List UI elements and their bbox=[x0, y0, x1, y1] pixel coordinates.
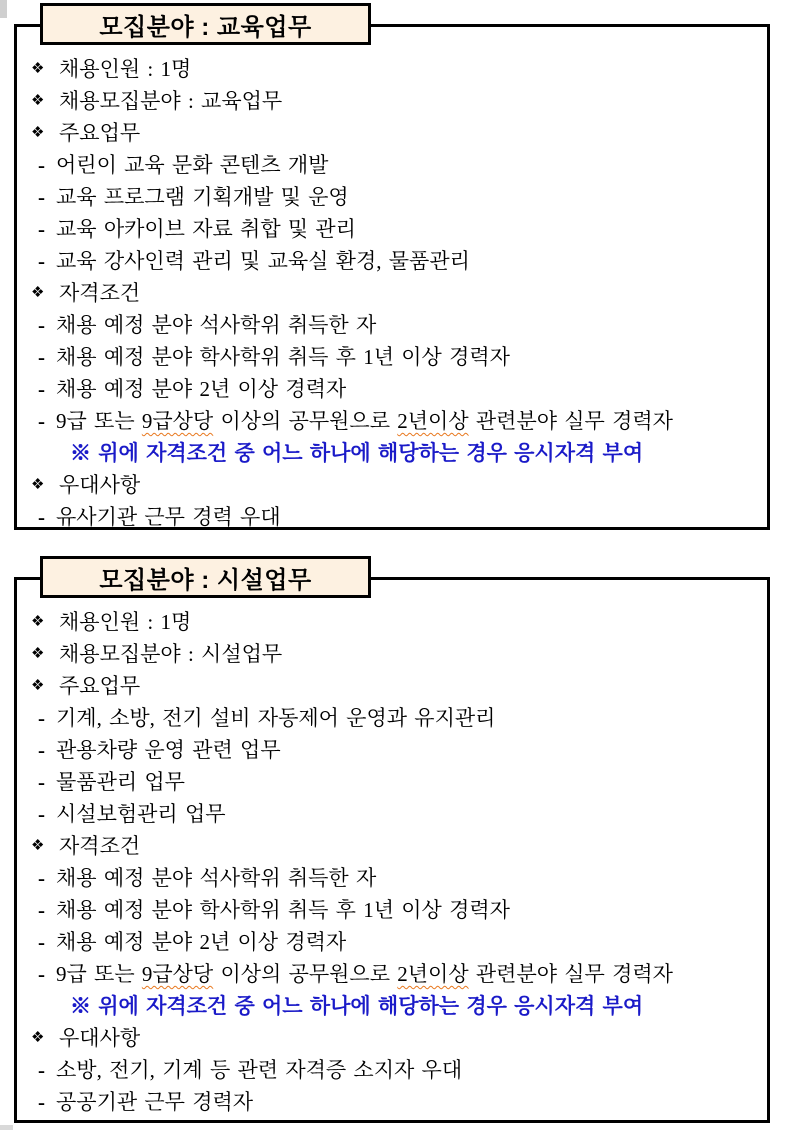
diamond-bullet-icon: ❖ bbox=[31, 838, 45, 854]
diamond-bullet-icon: ❖ bbox=[31, 477, 45, 493]
dash-bullet-icon: - bbox=[38, 153, 45, 177]
sub-list-item bbox=[31, 894, 761, 926]
dash-bullet-icon: - bbox=[38, 1058, 45, 1082]
misspelled-word: 9급상당 bbox=[141, 962, 214, 986]
item-text: 자격조건 bbox=[59, 834, 141, 858]
diamond-bullet-icon: ❖ bbox=[31, 93, 45, 109]
item-text: 우대사항 bbox=[59, 473, 141, 497]
item-text: 채용 예정 분야 2년 이상 경력자 bbox=[56, 377, 347, 401]
text-segment: 관련분야 실무 경력자 bbox=[468, 962, 673, 986]
misspelled-word: 2년이상 bbox=[397, 409, 469, 433]
item-text: 채용모집분야 : 교육업무 bbox=[59, 89, 283, 113]
sub-list-item bbox=[31, 181, 761, 213]
item-text: 교육 강사인력 관리 및 교육실 환경, 물품관리 bbox=[56, 249, 470, 273]
section-body bbox=[17, 580, 767, 1118]
item-text: 시설보험관리 업무 bbox=[56, 802, 226, 826]
sub-list-item bbox=[31, 926, 761, 958]
diamond-bullet-icon: ❖ bbox=[31, 646, 45, 662]
item-text: 채용 예정 분야 석사학위 취득한 자 bbox=[56, 866, 377, 890]
list-item bbox=[31, 469, 761, 501]
qualification-note bbox=[31, 437, 761, 469]
sub-list-item bbox=[31, 958, 761, 990]
diamond-bullet-icon: ❖ bbox=[31, 285, 45, 301]
item-text: 교육 아카이브 자료 취합 및 관리 bbox=[56, 217, 356, 241]
section-title: 모집분야 : 교육업무 bbox=[99, 13, 312, 41]
dash-bullet-icon: - bbox=[38, 249, 45, 273]
sub-list-item bbox=[31, 341, 761, 373]
sub-list-item bbox=[31, 149, 761, 181]
dash-bullet-icon: - bbox=[38, 706, 45, 730]
diamond-bullet-icon: ❖ bbox=[31, 678, 45, 694]
item-text: 교육 프로그램 기획개발 및 운영 bbox=[56, 185, 349, 209]
recruitment-section bbox=[14, 566, 770, 1123]
dash-bullet-icon: - bbox=[38, 1090, 45, 1114]
item-text: 자격조건 bbox=[59, 281, 141, 305]
dash-bullet-icon: - bbox=[38, 505, 45, 529]
item-text: 주요업무 bbox=[59, 674, 141, 698]
sub-list-item bbox=[31, 1054, 761, 1086]
dash-bullet-icon: - bbox=[38, 409, 45, 433]
dash-bullet-icon: - bbox=[38, 377, 45, 401]
item-text: 채용 예정 분야 학사학위 취득 후 1년 이상 경력자 bbox=[56, 345, 510, 369]
item-text: 기계, 소방, 전기 설비 자동제어 운영과 유지관리 bbox=[56, 706, 496, 730]
item-text: 우대사항 bbox=[59, 1026, 141, 1050]
list-item bbox=[31, 638, 761, 670]
text-segment: 관련분야 실무 경력자 bbox=[468, 409, 673, 433]
item-text bbox=[56, 958, 673, 990]
text-segment: 이상의 공무원으로 bbox=[213, 409, 398, 433]
misspelled-word: 9급상당 bbox=[141, 409, 214, 433]
item-text: 관용차량 운영 관련 업무 bbox=[56, 738, 281, 762]
sub-list-item bbox=[31, 702, 761, 734]
dash-bullet-icon: - bbox=[38, 802, 45, 826]
sub-list-item bbox=[31, 766, 761, 798]
dash-bullet-icon: - bbox=[38, 185, 45, 209]
sub-list-item bbox=[31, 501, 761, 533]
section-body bbox=[17, 27, 767, 533]
item-text: ※ 위에 자격조건 중 어느 하나에 해당하는 경우 응시자격 부여 bbox=[70, 994, 644, 1018]
diamond-bullet-icon: ❖ bbox=[31, 1030, 45, 1046]
list-item bbox=[31, 53, 761, 85]
dash-bullet-icon: - bbox=[38, 866, 45, 890]
sub-list-item bbox=[31, 309, 761, 341]
sub-list-item bbox=[31, 405, 761, 437]
scrollbar-fragment-top bbox=[0, 0, 7, 18]
sub-list-item bbox=[31, 862, 761, 894]
item-text: 유사기관 근무 경력 우대 bbox=[56, 505, 281, 529]
qualification-note bbox=[31, 990, 761, 1022]
list-item bbox=[31, 606, 761, 638]
section-title-box bbox=[40, 556, 371, 598]
text-segment: 이상의 공무원으로 bbox=[213, 962, 398, 986]
dash-bullet-icon: - bbox=[38, 217, 45, 241]
diamond-bullet-icon: ❖ bbox=[31, 61, 45, 77]
text-segment: 9급 또는 bbox=[56, 962, 142, 986]
item-text: 채용인원 : 1명 bbox=[59, 610, 192, 634]
sub-list-item bbox=[31, 798, 761, 830]
text-segment: 9급 또는 bbox=[56, 409, 142, 433]
item-text: 물품관리 업무 bbox=[56, 770, 185, 794]
dash-bullet-icon: - bbox=[38, 770, 45, 794]
recruitment-section bbox=[14, 13, 770, 530]
list-item bbox=[31, 670, 761, 702]
item-text: 공공기관 근무 경력자 bbox=[56, 1090, 254, 1114]
item-text: 채용 예정 분야 석사학위 취득한 자 bbox=[56, 313, 377, 337]
dash-bullet-icon: - bbox=[38, 898, 45, 922]
sub-list-item bbox=[31, 213, 761, 245]
dash-bullet-icon: - bbox=[38, 738, 45, 762]
item-text: 채용 예정 분야 학사학위 취득 후 1년 이상 경력자 bbox=[56, 898, 510, 922]
sub-list-item bbox=[31, 734, 761, 766]
section-title: 모집분야 : 시설업무 bbox=[99, 566, 312, 594]
diamond-bullet-icon: ❖ bbox=[31, 614, 45, 630]
dash-bullet-icon: - bbox=[38, 930, 45, 954]
item-text: ※ 위에 자격조건 중 어느 하나에 해당하는 경우 응시자격 부여 bbox=[70, 441, 644, 465]
list-item bbox=[31, 1022, 761, 1054]
item-text: 채용 예정 분야 2년 이상 경력자 bbox=[56, 930, 347, 954]
list-item bbox=[31, 85, 761, 117]
item-text: 주요업무 bbox=[59, 121, 141, 145]
dash-bullet-icon: - bbox=[38, 345, 45, 369]
list-item bbox=[31, 277, 761, 309]
dash-bullet-icon: - bbox=[38, 313, 45, 337]
item-text: 채용모집분야 : 시설업무 bbox=[59, 642, 283, 666]
list-item bbox=[31, 830, 761, 862]
section-title-box bbox=[40, 3, 371, 45]
list-item bbox=[31, 117, 761, 149]
diamond-bullet-icon: ❖ bbox=[31, 125, 45, 141]
item-text: 채용인원 : 1명 bbox=[59, 57, 192, 81]
dash-bullet-icon: - bbox=[38, 962, 45, 986]
item-text bbox=[56, 405, 673, 437]
sub-list-item bbox=[31, 245, 761, 277]
sub-list-item bbox=[31, 373, 761, 405]
item-text: 어린이 교육 문화 콘텐츠 개발 bbox=[56, 153, 329, 177]
misspelled-word: 2년이상 bbox=[397, 962, 469, 986]
scrollbar-fragment-bottom bbox=[0, 1125, 13, 1130]
item-text: 소방, 전기, 기계 등 관련 자격증 소지자 우대 bbox=[56, 1058, 463, 1082]
sub-list-item bbox=[31, 1086, 761, 1118]
